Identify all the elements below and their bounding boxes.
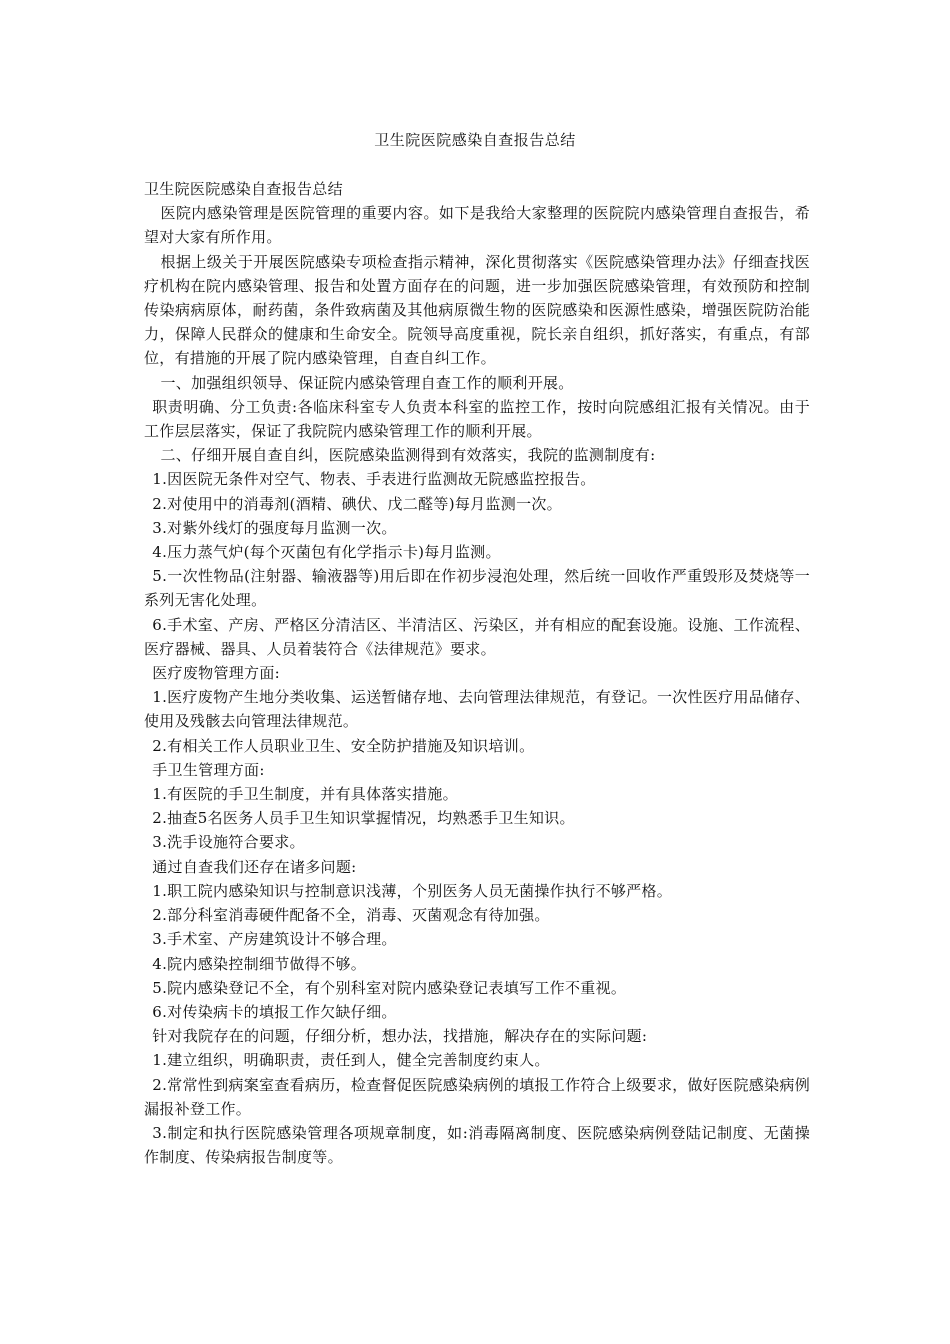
list-item: 2.抽查5名医务人员手卫生知识掌握情况，均熟悉手卫生知识。: [152, 809, 575, 828]
list-item: 1.医疗废物产生地分类收集、运送暂储存地、去向管理法律规范，有登记。一次性医疗用品储存、使用及残骸去向管理法律规范。: [144, 688, 810, 731]
list-item: 6.对传染病卡的填报工作欠缺仔细。: [152, 1002, 397, 1021]
list-item: 4.院内感染控制细节做得不够。: [152, 954, 367, 973]
subsection-heading-problems: 通过自查我们还存在诸多问题:: [152, 857, 357, 876]
list-item: 3.制定和执行医院感染管理各项规章制度，如:消毒隔离制度、医院感染病例登陆记制度、无菌操作制度、传染病报告制度等。: [144, 1123, 810, 1167]
list-item: 2.部分科室消毒硬件配备不全，消毒、灭菌观念有待加强。: [152, 906, 550, 925]
list-item: 1.因医院无条件对空气、物表、手表进行监测故无院感监控报告。: [152, 470, 596, 489]
list-item: 1.建立组织，明确职责，责任到人，健全完善制度约束人。: [152, 1051, 550, 1070]
section-heading-2: 二、仔细开展自查自纠，医院感染监测得到有效落实，我院的监测制度有:: [160, 446, 656, 465]
list-item: 2.对使用中的消毒剂(酒精、碘伏、戊二醛等)每月监测一次。: [152, 494, 562, 513]
list-item: 1.职工院内感染知识与控制意识浅薄，个别医务人员无菌操作执行不够严格。: [152, 881, 673, 900]
section-heading-1: 一、加强组织领导、保证院内感染管理自查工作的顺利开展。: [160, 373, 574, 392]
paragraph-heading: 卫生院医院感染自查报告总结: [144, 180, 343, 198]
list-item: 3.手术室、产房建筑设计不够合理。: [152, 930, 397, 949]
document-title: 卫生院医院感染自查报告总结: [374, 131, 576, 149]
list-item: 1.有医院的手卫生制度，并有具体落实措施。: [152, 785, 458, 804]
list-item: 5.一次性物品(注射器、输液器等)用后即在作初步浸泡处理，然后统一回收作严重毁形及焚烧等一系列无害化处理。: [144, 567, 810, 610]
paragraph-background: 根据上级关于开展医院感染专项检查指示精神，深化贯彻落实《医院感染管理办法》仔细查找医疗机构在院内感染管理、报告和处置方面存在的问题，进一步加强医院感染管理，有效预防和控制传染病病原体，耐药菌，条件致病菌及其他病原微生物的医院感染和医源性感染，增强医院防治能力，保障人民群众的健康和生命安全。院领导高度重视，院长亲自组织，抓好落实，有重点，有部位，有措施的开展了院内感染管理，自查自纠工作。: [144, 252, 810, 368]
subsection-heading-measures: 针对我院存在的问题，仔细分析，想办法，找措施，解决存在的实际问题:: [152, 1027, 648, 1046]
list-item: 2.有相关工作人员职业卫生、安全防护措施及知识培训。: [152, 736, 535, 755]
list-item: 4.压力蒸气炉(每个灭菌包有化学指示卡)每月监测。: [152, 543, 501, 562]
list-item: 3.洗手设施符合要求。: [152, 833, 305, 852]
subsection-heading-hand-hygiene: 手卫生管理方面:: [152, 760, 265, 779]
subsection-heading-medical-waste: 医疗废物管理方面:: [152, 664, 281, 683]
paragraph-responsibility: 职责明确、分工负责:各临床科室专人负责本科室的监控工作，按时向院感组汇报有关情况。由于工作层层落实，保证了我院院内感染管理工作的顺利开展。: [144, 397, 810, 441]
paragraph-intro: 医院内感染管理是医院管理的重要内容。如下是我给大家整理的医院院内感染管理自查报告，希望对大家有所作用。: [144, 204, 810, 247]
list-item: 6.手术室、产房、严格区分清洁区、半清洁区、污染区，并有相应的配套设施。设施、工作流程、医疗器械、器具、人员着装符合《法律规范》要求。: [144, 615, 810, 658]
document-body: [144, 177, 810, 1169]
list-item: 3.对紫外线灯的强度每月监测一次。: [152, 518, 397, 537]
list-item: 5.院内感染登记不全，有个别科室对院内感染登记表填写工作不重视。: [152, 978, 627, 997]
list-item: 2.常常性到病案室查看病历，检查督促医院感染病例的填报工作符合上级要求，做好医院感染病例漏报补登工作。: [144, 1075, 810, 1118]
